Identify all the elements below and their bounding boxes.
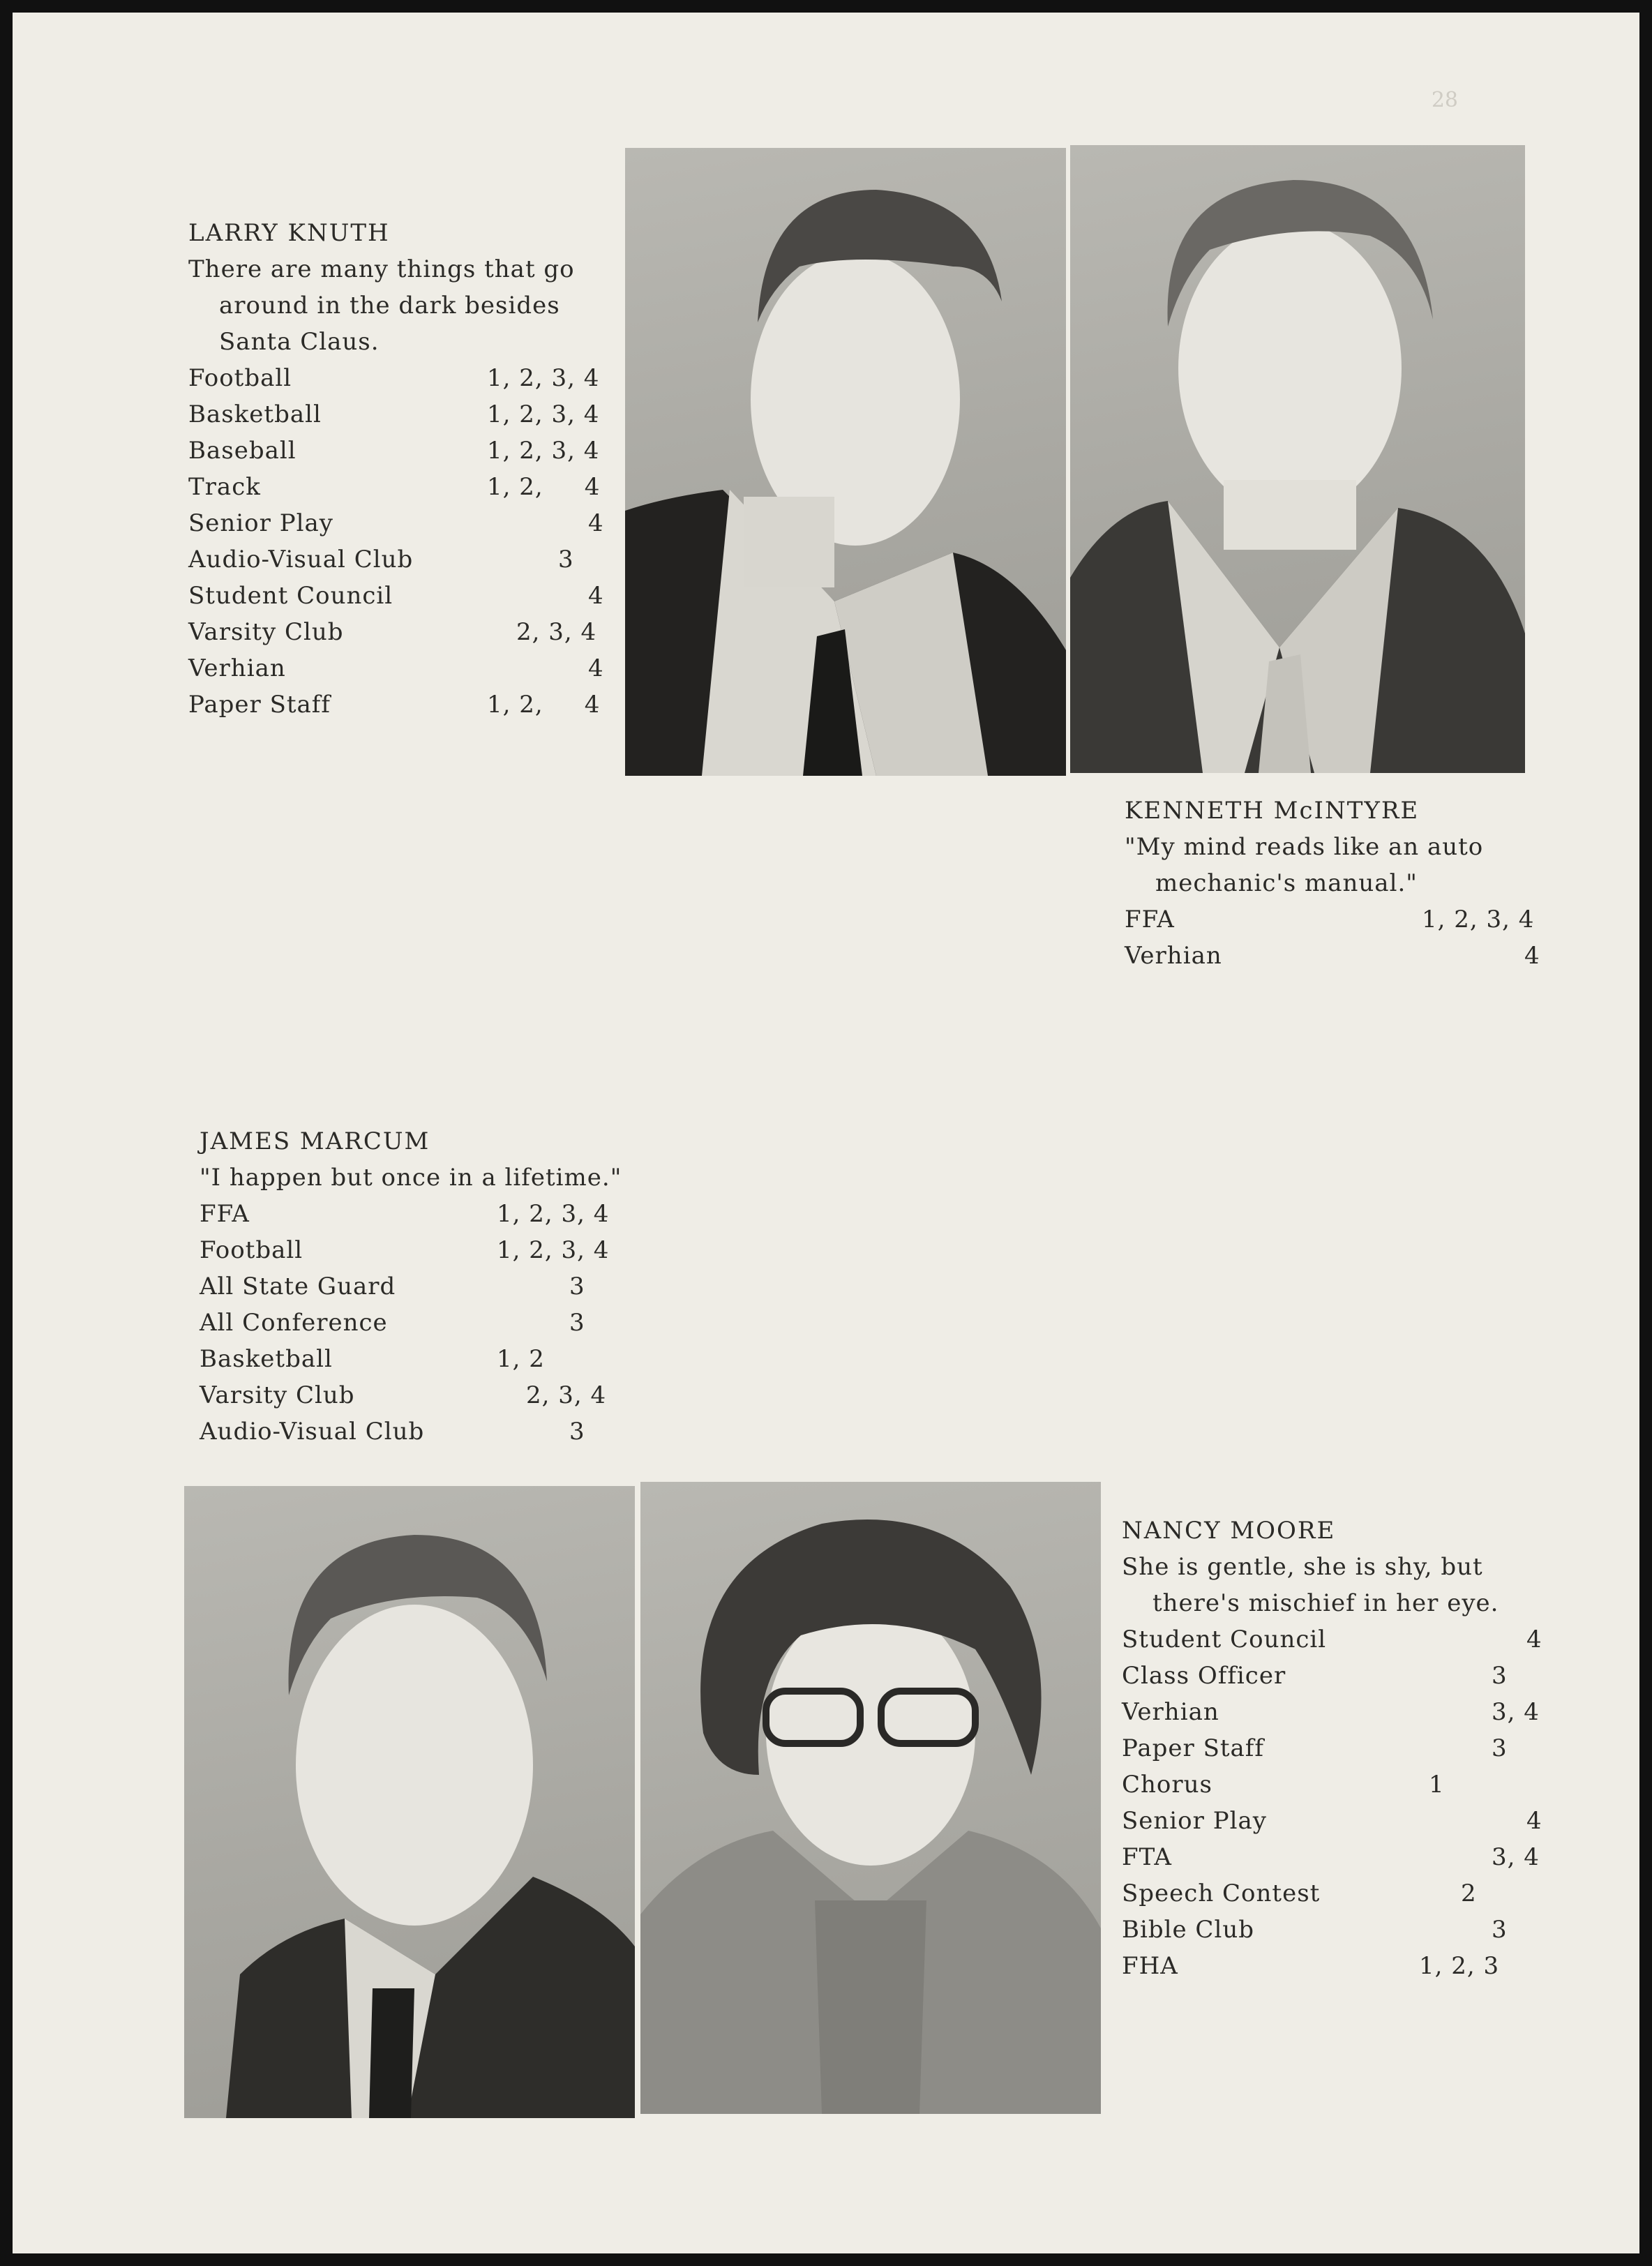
activity-years: 3: [569, 1309, 585, 1337]
activity-row: [200, 1377, 688, 1413]
activity-list: [1122, 1621, 1568, 1984]
activity-row: [188, 505, 607, 541]
activity-name: Varsity Club: [188, 618, 344, 646]
activity-name: Senior Play: [188, 509, 333, 537]
quote-line: mechanic's manual.": [1155, 869, 1418, 897]
portrait-photo-larry-knuth: [625, 148, 1066, 776]
portrait-photo-kenneth-mcintyre: [1070, 145, 1525, 773]
activity-row: [200, 1305, 688, 1341]
activity-row: [1122, 1621, 1568, 1658]
portrait-photo-nancy-moore: [640, 1482, 1101, 2114]
activity-row: [188, 433, 607, 469]
activity-years: 3, 4: [1492, 1843, 1540, 1871]
activity-row: [200, 1268, 688, 1305]
activity-name: Senior Play: [1122, 1807, 1267, 1835]
quote-line: around in the dark besides: [219, 292, 560, 320]
activity-name: FFA: [200, 1200, 250, 1228]
quote-line: There are many things that go: [188, 255, 575, 283]
student-quote: [1122, 1549, 1568, 1621]
activity-name: Paper Staff: [188, 691, 331, 719]
activity-years: 1, 2, 3: [1419, 1952, 1500, 1980]
activity-years: 4: [588, 582, 604, 610]
activity-years: 1, 2, 3, 4: [497, 1236, 610, 1264]
activity-name: Football: [188, 364, 292, 392]
activity-name: Basketball: [188, 400, 322, 428]
activity-row: [188, 650, 607, 686]
activity-row: [1122, 1766, 1568, 1803]
activity-name: Chorus: [1122, 1771, 1212, 1799]
activity-years: 3, 4: [1492, 1698, 1540, 1726]
activity-name: Bible Club: [1122, 1916, 1254, 1944]
activity-years: 1: [1429, 1771, 1445, 1799]
activity-row: [1122, 1875, 1568, 1912]
activity-list: [188, 360, 607, 723]
activity-name: All State Guard: [200, 1273, 396, 1300]
activity-years: 4: [1526, 1626, 1542, 1653]
quote-line: "I happen but once in a lifetime.": [200, 1164, 622, 1192]
activity-name: Basketball: [200, 1345, 333, 1373]
quote-line: there's mischief in her eye.: [1152, 1589, 1499, 1617]
student-name: KENNETH McINTYRE: [1125, 797, 1420, 825]
quote-line: "My mind reads like an auto: [1125, 833, 1484, 861]
activity-row: [1125, 938, 1543, 974]
student-quote: [1125, 829, 1543, 901]
activity-row: [1122, 1839, 1568, 1875]
activity-name: Class Officer: [1122, 1662, 1286, 1690]
quote-line: Santa Claus.: [219, 328, 380, 356]
activity-name: Football: [200, 1236, 303, 1264]
activity-name: Verhian: [1122, 1698, 1219, 1726]
activity-row: [1122, 1803, 1568, 1839]
quote-line: She is gentle, she is shy, but: [1122, 1553, 1483, 1581]
activity-row: [1122, 1730, 1568, 1766]
activity-row: [188, 614, 607, 650]
activity-row: [200, 1413, 688, 1450]
activity-years: 3: [558, 546, 574, 573]
activity-name: Audio-Visual Club: [200, 1418, 425, 1446]
activity-years: 1, 2, 3, 4: [487, 400, 600, 428]
activity-name: All Conference: [200, 1309, 388, 1337]
activity-years: 4: [588, 509, 604, 537]
activity-row: [200, 1232, 688, 1268]
activity-years: 4: [1524, 942, 1540, 970]
activity-row: [188, 541, 607, 578]
activity-name: Paper Staff: [1122, 1734, 1264, 1762]
activity-name: FTA: [1122, 1843, 1172, 1871]
activity-name: Verhian: [1125, 942, 1222, 970]
activity-years: 1, 2, 4: [487, 691, 601, 719]
activity-row: [1125, 901, 1543, 938]
activity-years: 3: [1492, 1662, 1508, 1690]
activity-years: 3: [1492, 1734, 1508, 1762]
activity-name: FHA: [1122, 1952, 1178, 1980]
activity-years: 3: [569, 1273, 585, 1300]
senior-entry-nancy-moore: [1122, 1513, 1568, 1984]
student-name: LARRY KNUTH: [188, 219, 390, 247]
activity-years: 1, 2: [497, 1345, 545, 1373]
activity-list: [1125, 901, 1543, 974]
activity-years: 1, 2, 3, 4: [1422, 906, 1535, 933]
student-name: NANCY MOORE: [1122, 1517, 1336, 1545]
activity-name: Varsity Club: [200, 1381, 355, 1409]
activity-name: Track: [188, 473, 261, 501]
activity-name: Baseball: [188, 437, 296, 465]
page-number: 28: [1431, 88, 1458, 112]
activity-row: [188, 360, 607, 396]
student-name: JAMES MARCUM: [200, 1127, 430, 1155]
portrait-photo-james-marcum: [184, 1486, 635, 2118]
student-quote: [200, 1160, 688, 1196]
activity-years: 2, 3, 4: [516, 618, 597, 646]
activity-years: 1, 2, 4: [487, 473, 601, 501]
activity-name: Audio-Visual Club: [188, 546, 414, 573]
activity-row: [188, 686, 607, 723]
activity-row: [1122, 1658, 1568, 1694]
activity-row: [1122, 1694, 1568, 1730]
activity-years: 1, 2, 3, 4: [487, 364, 600, 392]
activity-years: 3: [569, 1418, 585, 1446]
activity-years: 3: [1492, 1916, 1508, 1944]
activity-row: [200, 1341, 688, 1377]
student-quote: [188, 251, 607, 360]
activity-years: 2: [1461, 1879, 1477, 1907]
activity-years: 2, 3, 4: [526, 1381, 607, 1409]
activity-row: [188, 578, 607, 614]
activity-name: Speech Contest: [1122, 1879, 1321, 1907]
activity-row: [188, 396, 607, 433]
activity-years: 1, 2, 3, 4: [487, 437, 600, 465]
activity-years: 4: [1526, 1807, 1542, 1835]
senior-entry-kenneth-mcintyre: [1125, 793, 1543, 974]
senior-entry-larry-knuth: [188, 215, 607, 723]
activity-row: [200, 1196, 688, 1232]
activity-years: 1, 2, 3, 4: [497, 1200, 610, 1228]
activity-name: FFA: [1125, 906, 1175, 933]
activity-years: 4: [588, 654, 604, 682]
activity-list: [200, 1196, 688, 1450]
yearbook-page: [13, 13, 1639, 2253]
activity-row: [1122, 1948, 1568, 1984]
activity-row: [1122, 1912, 1568, 1948]
activity-row: [188, 469, 607, 505]
activity-name: Student Council: [1122, 1626, 1327, 1653]
senior-entry-james-marcum: [200, 1123, 688, 1450]
activity-name: Verhian: [188, 654, 286, 682]
activity-name: Student Council: [188, 582, 393, 610]
